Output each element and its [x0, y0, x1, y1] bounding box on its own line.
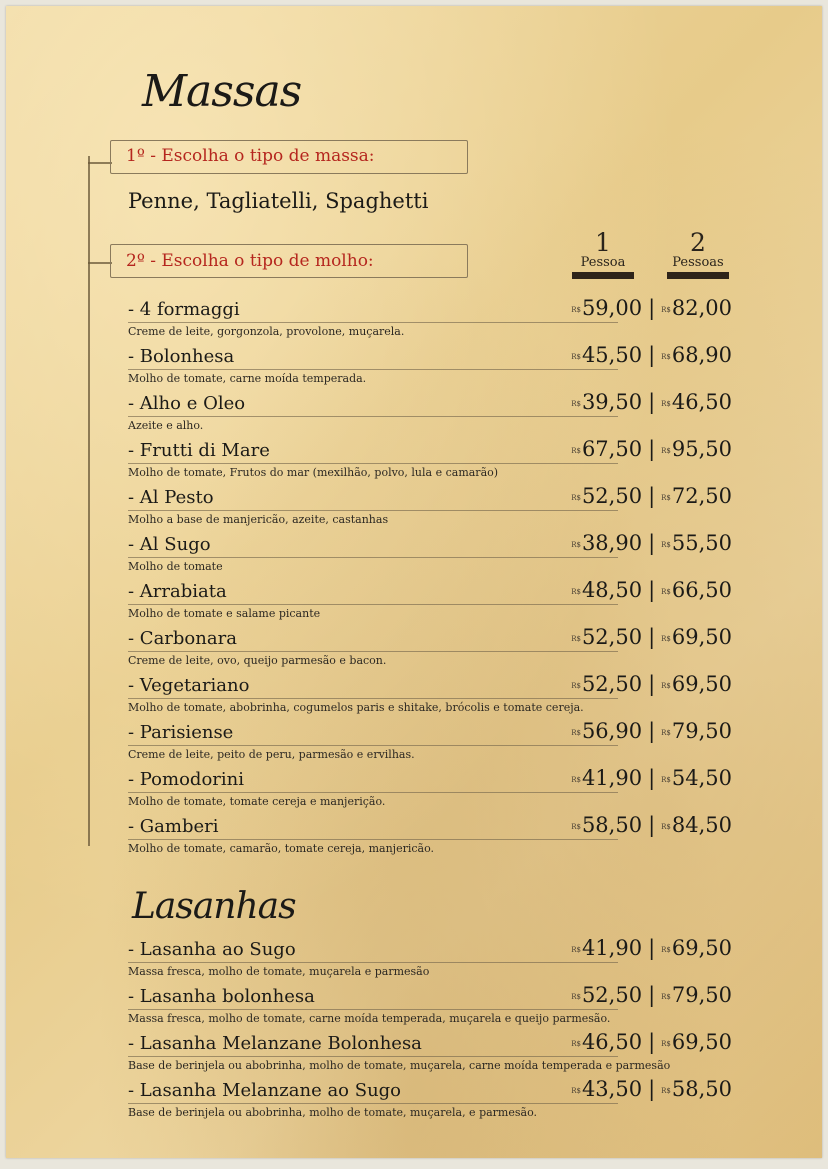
item-description: Azeite e alho. — [128, 419, 204, 432]
item-prices — [571, 983, 732, 1007]
item-underline — [128, 745, 618, 746]
currency-symbol: R$ — [661, 822, 671, 831]
column-bar — [572, 272, 634, 279]
price-separator: | — [648, 766, 656, 790]
menu-item — [128, 625, 732, 674]
column-header-2-pessoas — [662, 230, 734, 279]
menu-item — [128, 672, 732, 721]
currency-symbol: R$ — [661, 399, 671, 408]
item-underline — [128, 839, 618, 840]
currency-symbol: R$ — [571, 822, 581, 831]
bracket-stub-1 — [88, 162, 112, 164]
price-2-pessoas: 69,50 — [671, 625, 732, 649]
item-description: Molho de tomate, abobrinha, cogumelos paris e shitake, brócolis e tomate cereja. — [128, 701, 584, 714]
item-underline — [128, 416, 618, 417]
item-prices — [571, 813, 732, 837]
item-prices — [571, 437, 732, 461]
menu-page — [6, 6, 822, 1158]
currency-symbol: R$ — [661, 634, 671, 643]
item-name: - Alho e Oleo — [128, 393, 246, 414]
item-description: Molho de tomate — [128, 560, 223, 573]
item-prices — [571, 343, 732, 367]
item-description: Molho de tomate, tomate cereja e manjerição. — [128, 795, 386, 808]
item-description: Base de berinjela ou abobrinha, molho de tomate, muçarela, carne moída temperada e parmesão — [128, 1059, 671, 1072]
item-description: Molho de tomate e salame picante — [128, 607, 321, 620]
price-2-pessoas: 69,50 — [671, 936, 732, 960]
price-2-pessoas: 69,50 — [671, 672, 732, 696]
bracket-line — [88, 156, 90, 846]
item-underline — [128, 792, 618, 793]
item-underline — [128, 1009, 618, 1010]
menu-item — [128, 390, 732, 439]
price-2-pessoas: 66,50 — [671, 578, 732, 602]
currency-symbol: R$ — [571, 352, 581, 361]
item-prices — [571, 625, 732, 649]
price-separator: | — [648, 936, 656, 960]
item-prices — [571, 578, 732, 602]
item-prices — [571, 390, 732, 414]
currency-symbol: R$ — [571, 992, 581, 1001]
item-prices — [571, 1077, 732, 1101]
menu-item — [128, 343, 732, 392]
item-description: Creme de leite, peito de peru, parmesão e ervilhas. — [128, 748, 415, 761]
item-prices — [571, 672, 732, 696]
item-name: - Lasanha Melanzane Bolonhesa — [128, 1033, 422, 1054]
item-name: - Parisiense — [128, 722, 234, 743]
currency-symbol: R$ — [571, 540, 581, 549]
item-underline — [128, 510, 618, 511]
item-underline — [128, 651, 618, 652]
column-bar — [667, 272, 729, 279]
item-underline — [128, 604, 618, 605]
price-1-pessoa: 67,50 — [581, 437, 643, 461]
step1-label: 1º - Escolha o tipo de massa: — [126, 146, 375, 166]
item-name: - Frutti di Mare — [128, 440, 270, 461]
price-2-pessoas: 95,50 — [671, 437, 732, 461]
item-prices — [571, 719, 732, 743]
price-separator: | — [648, 578, 656, 602]
price-2-pessoas: 68,90 — [671, 343, 732, 367]
menu-item — [128, 813, 732, 862]
currency-symbol: R$ — [661, 305, 671, 314]
item-name: - Pomodorini — [128, 769, 244, 790]
price-separator: | — [648, 672, 656, 696]
price-1-pessoa: 41,90 — [581, 936, 643, 960]
item-underline — [128, 463, 618, 464]
currency-symbol: R$ — [571, 399, 581, 408]
price-separator: | — [648, 983, 656, 1007]
menu-item — [128, 719, 732, 768]
price-1-pessoa: 46,50 — [581, 1030, 643, 1054]
item-name: - Lasanha bolonhesa — [128, 986, 315, 1007]
price-1-pessoa: 43,50 — [581, 1077, 643, 1101]
price-2-pessoas: 79,50 — [671, 719, 732, 743]
item-prices — [571, 766, 732, 790]
item-underline — [128, 1056, 618, 1057]
price-1-pessoa: 45,50 — [581, 343, 643, 367]
column-number: 1 — [595, 228, 611, 257]
price-1-pessoa: 58,50 — [581, 813, 643, 837]
menu-item — [128, 936, 732, 985]
menu-item — [128, 437, 732, 486]
menu-item — [128, 484, 732, 533]
currency-symbol: R$ — [571, 775, 581, 784]
price-2-pessoas: 72,50 — [671, 484, 732, 508]
currency-symbol: R$ — [571, 634, 581, 643]
menu-item — [128, 578, 732, 627]
price-2-pessoas: 55,50 — [671, 531, 732, 555]
item-name: - Arrabiata — [128, 581, 227, 602]
price-separator: | — [648, 813, 656, 837]
currency-symbol: R$ — [571, 1086, 581, 1095]
currency-symbol: R$ — [661, 728, 671, 737]
item-underline — [128, 698, 618, 699]
price-2-pessoas: 84,50 — [671, 813, 732, 837]
currency-symbol: R$ — [571, 1039, 581, 1048]
price-1-pessoa: 41,90 — [581, 766, 643, 790]
price-2-pessoas: 54,50 — [671, 766, 732, 790]
item-name: - Al Sugo — [128, 534, 211, 555]
column-label: Pessoas — [672, 255, 724, 270]
item-name: - Bolonhesa — [128, 346, 235, 367]
item-underline — [128, 369, 618, 370]
item-name: - Carbonara — [128, 628, 237, 649]
item-prices — [571, 484, 732, 508]
menu-item — [128, 766, 732, 815]
price-2-pessoas: 46,50 — [671, 390, 732, 414]
item-description: Base de berinjela ou abobrinha, molho de tomate, muçarela, e parmesão. — [128, 1106, 537, 1119]
price-2-pessoas: 58,50 — [671, 1077, 732, 1101]
column-number: 2 — [690, 228, 706, 257]
price-1-pessoa: 52,50 — [581, 625, 643, 649]
currency-symbol: R$ — [661, 992, 671, 1001]
price-separator: | — [648, 625, 656, 649]
item-name: - Lasanha Melanzane ao Sugo — [128, 1080, 402, 1101]
item-name: - Gamberi — [128, 816, 219, 837]
item-underline — [128, 322, 618, 323]
price-1-pessoa: 52,50 — [581, 484, 643, 508]
price-separator: | — [648, 484, 656, 508]
currency-symbol: R$ — [661, 587, 671, 596]
item-description: Massa fresca, molho de tomate, carne moída temperada, muçarela e queijo parmesão. — [128, 1012, 611, 1025]
item-underline — [128, 962, 618, 963]
item-prices — [571, 531, 732, 555]
price-1-pessoa: 56,90 — [581, 719, 643, 743]
item-underline — [128, 557, 618, 558]
menu-item — [128, 296, 732, 345]
price-separator: | — [648, 1030, 656, 1054]
item-description: Molho de tomate, Frutos do mar (mexilhão, polvo, lula e camarão) — [128, 466, 499, 479]
item-description: Massa fresca, molho de tomate, muçarela e parmesão — [128, 965, 430, 978]
currency-symbol: R$ — [661, 1039, 671, 1048]
price-2-pessoas: 82,00 — [671, 296, 732, 320]
price-2-pessoas: 79,50 — [671, 983, 732, 1007]
currency-symbol: R$ — [661, 540, 671, 549]
currency-symbol: R$ — [571, 728, 581, 737]
currency-symbol: R$ — [571, 493, 581, 502]
price-separator: | — [648, 531, 656, 555]
price-separator: | — [648, 1077, 656, 1101]
menu-item — [128, 1077, 732, 1126]
price-1-pessoa: 38,90 — [581, 531, 643, 555]
item-name: - Al Pesto — [128, 487, 214, 508]
currency-symbol: R$ — [571, 945, 581, 954]
section-title-lasanhas: Lasanhas — [132, 886, 296, 927]
bracket-stub-2 — [88, 262, 112, 264]
price-separator: | — [648, 390, 656, 414]
price-1-pessoa: 52,50 — [581, 983, 643, 1007]
currency-symbol: R$ — [661, 1086, 671, 1095]
price-separator: | — [648, 296, 656, 320]
menu-item — [128, 983, 732, 1032]
pasta-types: Penne, Tagliatelli, Spaghetti — [128, 189, 429, 213]
section-title-massas: Massas — [142, 66, 302, 117]
currency-symbol: R$ — [661, 681, 671, 690]
menu-item — [128, 1030, 732, 1079]
item-description: Creme de leite, gorgonzola, provolone, muçarela. — [128, 325, 405, 338]
item-description: Molho de tomate, carne moída temperada. — [128, 372, 367, 385]
item-description: Molho de tomate, camarão, tomate cereja, manjericão. — [128, 842, 435, 855]
price-1-pessoa: 39,50 — [581, 390, 643, 414]
currency-symbol: R$ — [571, 681, 581, 690]
price-1-pessoa: 48,50 — [581, 578, 643, 602]
item-prices — [571, 296, 732, 320]
price-1-pessoa: 52,50 — [581, 672, 643, 696]
price-1-pessoa: 59,00 — [581, 296, 643, 320]
price-separator: | — [648, 437, 656, 461]
currency-symbol: R$ — [661, 446, 671, 455]
item-description: Creme de leite, ovo, queijo parmesão e bacon. — [128, 654, 387, 667]
currency-symbol: R$ — [661, 945, 671, 954]
item-underline — [128, 1103, 618, 1104]
item-description: Molho a base de manjericão, azeite, castanhas — [128, 513, 389, 526]
price-separator: | — [648, 343, 656, 367]
currency-symbol: R$ — [571, 305, 581, 314]
currency-symbol: R$ — [661, 775, 671, 784]
price-separator: | — [648, 719, 656, 743]
price-2-pessoas: 69,50 — [671, 1030, 732, 1054]
item-prices — [571, 1030, 732, 1054]
currency-symbol: R$ — [661, 352, 671, 361]
currency-symbol: R$ — [661, 493, 671, 502]
menu-item — [128, 531, 732, 580]
item-name: - Vegetariano — [128, 675, 250, 696]
column-label: Pessoa — [580, 255, 626, 270]
item-prices — [571, 936, 732, 960]
column-header-1-pessoa — [568, 230, 638, 279]
currency-symbol: R$ — [571, 587, 581, 596]
step2-label: 2º - Escolha o tipo de molho: — [126, 251, 374, 271]
item-name: - 4 formaggi — [128, 299, 240, 320]
currency-symbol: R$ — [571, 446, 581, 455]
item-name: - Lasanha ao Sugo — [128, 939, 296, 960]
